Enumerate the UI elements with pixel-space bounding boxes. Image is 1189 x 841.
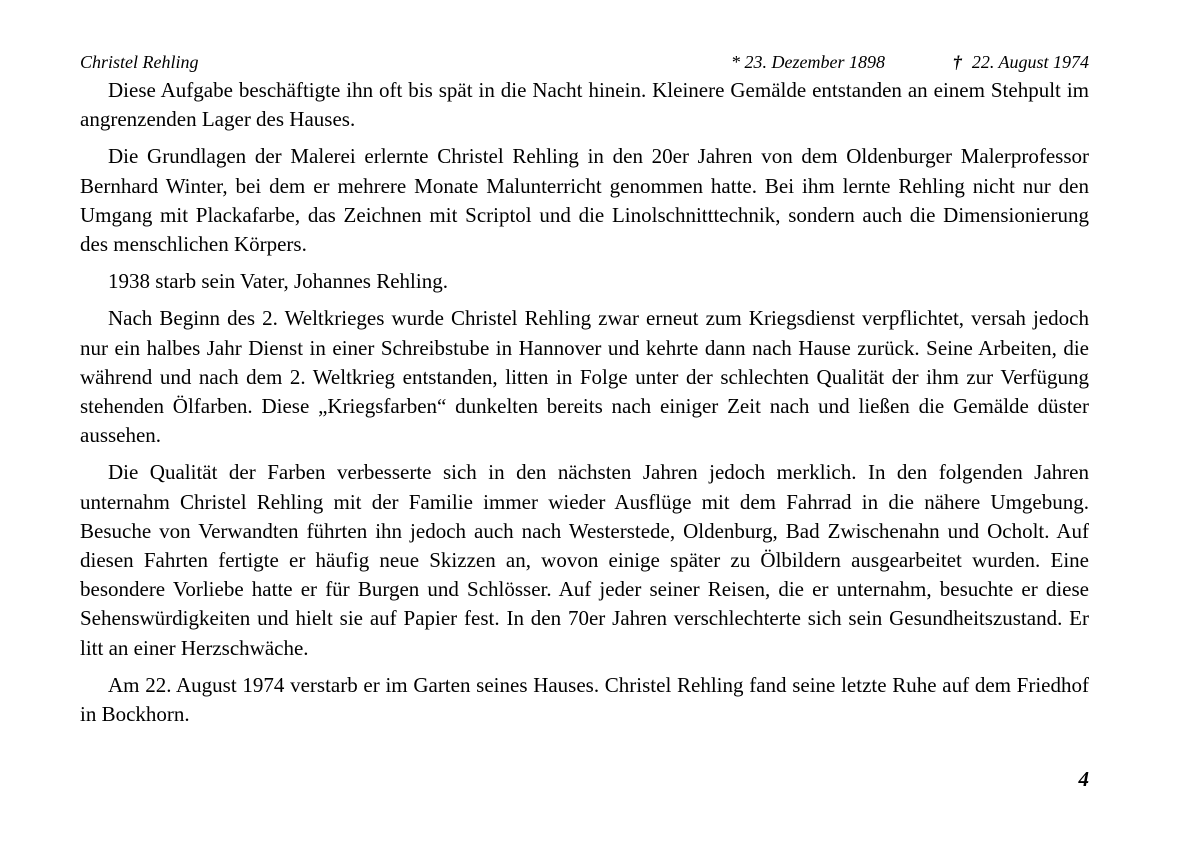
paragraph: 1938 starb sein Vater, Johannes Rehling. bbox=[108, 269, 448, 294]
cross-icon: † bbox=[952, 52, 962, 72]
paragraph: Die Qualität der Farben verbesserte sich in den nächsten Jahren jedoch merklich. In den folgenden Jahren unternahm Christel Rehling mit der Familie immer wieder Ausflüge mit dem Fahrrad in die nähere Umgebung. Besuche von Verwandten führten ihn jedoch auch nach Westerstede, Oldenburg, Bad Zwischenahn und Ocholt. Auf diesen Fahrten fertigte er häufig neue Skizzen an, wovon einige später zu Ölbildern ausgearbeitet wurden. Eine besondere Vorliebe hatte er für Burgen und Schlösser. Auf jeder seiner Reisen, die er unternahm, besuchte er diese Sehenswürdigkeiten und hielt sie auf Papier fest. In den 70er Jahren verschlechterte sich sein Gesundheitszustand. Er litt an einer Herzschwäche. bbox=[80, 460, 1089, 660]
document-page bbox=[80, 50, 1089, 810]
paragraph: Die Grundlagen der Malerei erlernte Christel Rehling in den 20er Jahren von dem Oldenburger Malerprofessor Bernhard Winter, bei dem er mehrere Monate Malunterricht genommen hatte. Bei ihm lernte Rehling nicht nur den Umgang mit Plackafarbe, das Zeichnen mit Scriptol und die Linolschnitttechnik, sondern auch die Dimensionierung des menschlichen Körpers. bbox=[80, 144, 1089, 257]
header-death-date-text: 22. August 1974 bbox=[971, 52, 1089, 72]
paragraph: Nach Beginn des 2. Weltkrieges wurde Christel Rehling zwar erneut zum Kriegsdienst verpflichtet, versah jedoch nur ein halbes Jahr Dienst in einer Schreibstube in Hannover und kehrte dann nach Hause zurück. Seine Arbeiten, die während und nach dem 2. Weltkrieg entstanden, litten in Folge unter der schlechten Qualität der ihm zur Verfügung stehenden Ölfarben. Diese „Kriegsfarben“ dunkelten bereits nach einiger Zeit nach und ließen die Gemälde düster aussehen. bbox=[80, 306, 1089, 448]
header-death-date bbox=[953, 52, 1089, 73]
header-author-name: Christel Rehling bbox=[80, 52, 199, 72]
page-number: 4 bbox=[1078, 767, 1089, 791]
body-text bbox=[80, 76, 1089, 729]
paragraph: Am 22. August 1974 verstarb er im Garten seines Hauses. Christel Rehling fand seine letzte Ruhe auf dem Friedhof in Bockhorn. bbox=[80, 672, 1089, 727]
paragraph: Diese Aufgabe beschäftigte ihn oft bis spät in die Nacht hinein. Kleinere Gemälde entstanden an einem Stehpult im angrenzenden Lager des Hauses. bbox=[80, 78, 1089, 132]
running-header bbox=[80, 50, 1089, 76]
header-birth-date: * 23. Dezember 1898 bbox=[731, 52, 885, 72]
